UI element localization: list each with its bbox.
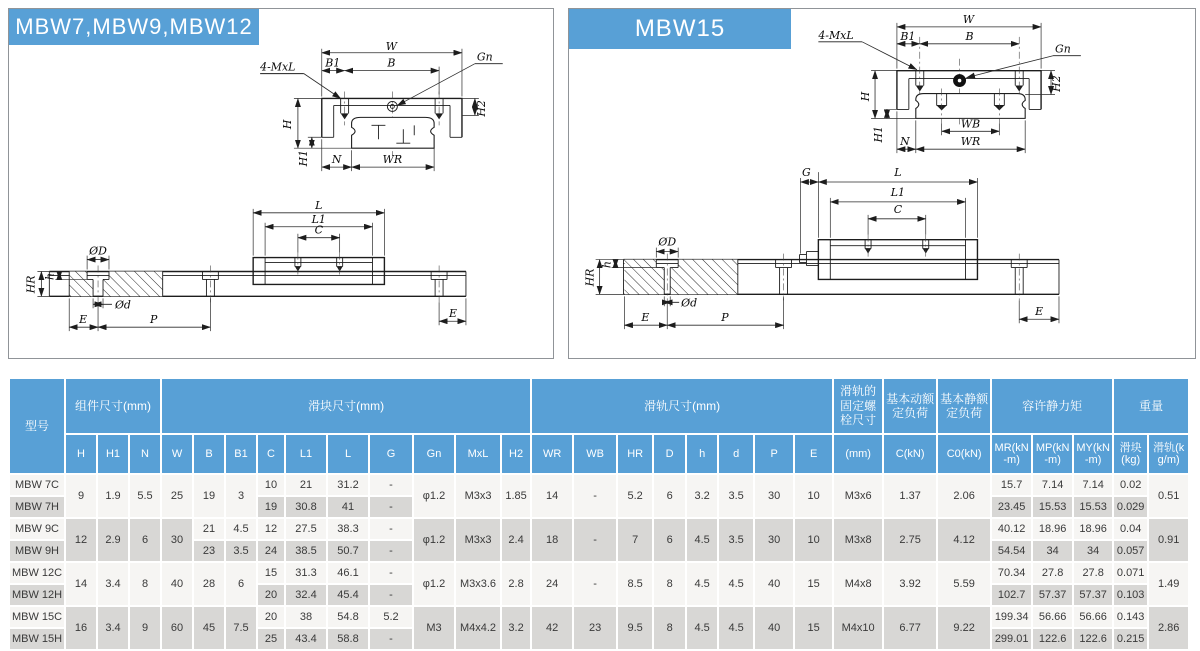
cell: 31.2 (328, 475, 368, 495)
cell: 40 (755, 563, 793, 605)
cell: 0.057 (1114, 541, 1147, 561)
cell: 19 (194, 475, 224, 517)
dim-label-wr: WR (382, 153, 403, 167)
cell: 21 (286, 475, 326, 495)
cell: 40 (162, 563, 192, 605)
cell: 45.4 (328, 585, 368, 605)
dim-label-4mxl: 4-MxL (818, 28, 854, 42)
dim-label-w: W (385, 39, 397, 53)
group-header-assembly: 组件尺寸(mm) (66, 379, 160, 433)
cell: 54.8 (328, 607, 368, 627)
panel-title: MBW15 (569, 9, 791, 49)
cell: 50.7 (328, 541, 368, 561)
cell: M3x3 (456, 475, 500, 517)
side-view-drawing (37, 209, 466, 331)
cell: 24 (258, 541, 284, 561)
cell: 2.9 (98, 519, 128, 561)
cell: 27.5 (286, 519, 326, 539)
cell: M3x8 (834, 519, 882, 561)
col-header: L1 (286, 435, 326, 473)
cell: 24 (532, 563, 572, 605)
cell: 0.91 (1149, 519, 1188, 561)
cell: 4.5 (719, 563, 753, 605)
cell: 40 (755, 607, 793, 649)
dim-label-l: L (894, 166, 902, 180)
cell: 4.5 (719, 607, 753, 649)
dim-label-b1: B1 (325, 56, 341, 70)
cell: 60 (162, 607, 192, 649)
model-cell: MBW 12H (10, 585, 64, 605)
cell: 28 (194, 563, 224, 605)
cell: φ1.2 (414, 563, 454, 605)
cell: 18.96 (1033, 519, 1072, 539)
dim-label-hr: HR (583, 268, 597, 287)
cell: M3x6 (834, 475, 882, 517)
col-header: d (719, 435, 753, 473)
cell: 122.6 (1074, 629, 1112, 649)
cell: 15.53 (1033, 497, 1072, 517)
col-header: N (130, 435, 160, 473)
model-cell: MBW 9C (10, 519, 64, 539)
col-header-model: 型号 (10, 379, 64, 473)
cell: 42 (532, 607, 572, 649)
table-row (10, 607, 1188, 627)
cell: 10 (795, 475, 832, 517)
cell: - (574, 563, 616, 605)
dim-label-dD: ØD (658, 235, 677, 249)
dim-label-b1: B1 (900, 29, 916, 43)
group-header-bolt: 滑轨的固定螺栓尺寸 (834, 379, 882, 433)
cell: 30 (755, 519, 793, 561)
dim-label-4mxl: 4-MxL (260, 60, 296, 74)
cross-section-drawing (818, 23, 1080, 153)
cell: 6 (226, 563, 256, 605)
cell: 3.4 (98, 563, 128, 605)
dim-label-h: H (280, 119, 294, 130)
dim-label-p: P (721, 311, 729, 325)
col-header: G (370, 435, 412, 473)
table-row (10, 563, 1188, 583)
cell: - (370, 475, 412, 495)
cell: 4.12 (938, 519, 990, 561)
cell: 54.54 (992, 541, 1031, 561)
cell: 3.5 (719, 519, 753, 561)
dim-label-l: L (315, 198, 323, 212)
table-row (10, 519, 1188, 539)
cell: 16 (66, 607, 96, 649)
cell: 30.8 (286, 497, 326, 517)
cell: 23.45 (992, 497, 1031, 517)
cell: 15.53 (1074, 497, 1112, 517)
cell: 199.34 (992, 607, 1031, 627)
cell: M4x10 (834, 607, 882, 649)
cell: 58.8 (328, 629, 368, 649)
cell: 15 (795, 563, 832, 605)
cell: 19 (258, 497, 284, 517)
cell: 23 (574, 607, 616, 649)
side-view-drawing (596, 172, 1059, 329)
dim-label-dD: ØD (89, 244, 107, 258)
cell: 10 (258, 475, 284, 495)
cell: 40.12 (992, 519, 1031, 539)
cell: 45 (194, 607, 224, 649)
cell: 3 (226, 475, 256, 517)
cell: 4.5 (687, 519, 717, 561)
cell: 122.6 (1033, 629, 1072, 649)
cell: 5.2 (370, 607, 412, 627)
cell: 31.3 (286, 563, 326, 583)
cell: 8.5 (618, 563, 652, 605)
model-cell: MBW 7C (10, 475, 64, 495)
cell: 14 (532, 475, 572, 517)
dim-label-h1: H1 (296, 149, 310, 167)
dim-label-g: G (802, 166, 811, 180)
cell: 6 (130, 519, 160, 561)
cell: 0.143 (1114, 607, 1147, 627)
dim-label-h2: H2 (474, 100, 488, 117)
cell: 3.5 (719, 475, 753, 517)
cell: 0.071 (1114, 563, 1147, 583)
col-header: W (162, 435, 192, 473)
model-cell: MBW 15H (10, 629, 64, 649)
model-cell: MBW 12C (10, 563, 64, 583)
dim-label-e2: E (449, 307, 458, 321)
cell: - (370, 541, 412, 561)
cell: M4x4.2 (456, 607, 500, 649)
col-header: C(kN) (884, 435, 936, 473)
cell: 38 (286, 607, 326, 627)
model-cell: MBW 9H (10, 541, 64, 561)
cell: - (370, 563, 412, 583)
cell: 15 (795, 607, 832, 649)
dim-label-e: E (641, 311, 650, 325)
cell: 32.4 (286, 585, 326, 605)
cell: 1.85 (502, 475, 530, 517)
dim-label-wr: WR (960, 135, 981, 149)
group-header-static: 基本静额定负荷 (938, 379, 990, 433)
cell: 9 (66, 475, 96, 517)
dim-label-gn: Gn (1055, 42, 1071, 56)
cell: 27.8 (1033, 563, 1072, 583)
col-header: E (795, 435, 832, 473)
dim-label-l1: L1 (890, 185, 906, 199)
cell: 0.029 (1114, 497, 1147, 517)
cell: 38.5 (286, 541, 326, 561)
cell: 1.49 (1149, 563, 1188, 605)
cell: 3.5 (226, 541, 256, 561)
cell: 9.5 (618, 607, 652, 649)
cell: φ1.2 (414, 475, 454, 517)
cell: 4.5 (687, 563, 717, 605)
cell: 20 (258, 607, 284, 627)
col-header: L (328, 435, 368, 473)
panel-title: MBW7,MBW9,MBW12 (9, 9, 259, 45)
col-header: C (258, 435, 284, 473)
cell: 15 (258, 563, 284, 583)
col-header: MxL (456, 435, 500, 473)
cell: 18 (532, 519, 572, 561)
col-header: WR (532, 435, 572, 473)
col-header: Gn (414, 435, 454, 473)
cell: 0.51 (1149, 475, 1188, 517)
cell: M4x8 (834, 563, 882, 605)
col-header: 滑块(kg) (1114, 435, 1147, 473)
cell: 20 (258, 585, 284, 605)
col-header: B (194, 435, 224, 473)
cell: 0.103 (1114, 585, 1147, 605)
dim-label-c: C (893, 202, 903, 216)
dim-label-hr: HR (24, 275, 38, 294)
dim-label-c: C (314, 223, 323, 237)
cell: 7.14 (1033, 475, 1072, 495)
cell: 46.1 (328, 563, 368, 583)
dim-label-dd: Ød (114, 298, 131, 312)
cell: 2.86 (1149, 607, 1188, 649)
col-header: H1 (98, 435, 128, 473)
group-header-dynamic: 基本动额定负荷 (884, 379, 936, 433)
cell: 5.2 (618, 475, 652, 517)
cell: 299.01 (992, 629, 1031, 649)
group-header-moment: 容许静力矩 (992, 379, 1112, 433)
spec-table (8, 377, 1190, 651)
model-cell: MBW 7H (10, 497, 64, 517)
header-cols-row (10, 435, 1188, 473)
cell: M3x3.6 (456, 563, 500, 605)
dim-label-gn: Gn (476, 50, 493, 64)
cell: 3.2 (687, 475, 717, 517)
cell: 9 (130, 607, 160, 649)
cell: 57.37 (1074, 585, 1112, 605)
cell: - (574, 519, 616, 561)
cell: - (370, 629, 412, 649)
cell: 0.215 (1114, 629, 1147, 649)
cell: 0.02 (1114, 475, 1147, 495)
cell: 9.22 (938, 607, 990, 649)
cell: M3 (414, 607, 454, 649)
diagram-panel-mbw7-9-12 (8, 8, 554, 359)
cell: 2.4 (502, 519, 530, 561)
cell: 6 (654, 519, 685, 561)
dimension-drawing-mbw15 (569, 9, 1195, 358)
group-header-rail: 滑轨尺寸(mm) (532, 379, 832, 433)
col-header: D (654, 435, 685, 473)
col-header: 滑轨(kg/m) (1149, 435, 1188, 473)
cell: 12 (258, 519, 284, 539)
col-header: C0(kN) (938, 435, 990, 473)
dim-label-hs: h (600, 261, 614, 269)
col-header: MR(kN-m) (992, 435, 1031, 473)
col-header: (mm) (834, 435, 882, 473)
cell: 5.59 (938, 563, 990, 605)
dim-label-p: P (150, 313, 158, 327)
cell: 2.8 (502, 563, 530, 605)
dim-label-b: B (965, 29, 974, 43)
cell: 7.5 (226, 607, 256, 649)
dim-label-h: H (859, 91, 873, 102)
cell: 3.92 (884, 563, 936, 605)
cell: 1.9 (98, 475, 128, 517)
cell: 70.34 (992, 563, 1031, 583)
cell: 14 (66, 563, 96, 605)
cell: 43.4 (286, 629, 326, 649)
cell: 7.14 (1074, 475, 1112, 495)
model-cell: MBW 15C (10, 607, 64, 627)
cell: 30 (162, 519, 192, 561)
cell: 3.4 (98, 607, 128, 649)
cell: 8 (654, 607, 685, 649)
cell: 102.7 (992, 585, 1031, 605)
col-header: HR (618, 435, 652, 473)
cell: 27.8 (1074, 563, 1112, 583)
cell: - (370, 519, 412, 539)
group-header-block: 滑块尺寸(mm) (162, 379, 530, 433)
cell: 6.77 (884, 607, 936, 649)
cell: 12 (66, 519, 96, 561)
dim-label-wb: WB (960, 117, 981, 131)
cell: 34 (1074, 541, 1112, 561)
cell: 8 (130, 563, 160, 605)
cell: φ1.2 (414, 519, 454, 561)
cell: 0.04 (1114, 519, 1147, 539)
dim-label-b: B (387, 56, 396, 70)
col-header: MY(kN-m) (1074, 435, 1112, 473)
cell: 5.5 (130, 475, 160, 517)
cell: 57.37 (1033, 585, 1072, 605)
cell: - (574, 475, 616, 517)
cell: 21 (194, 519, 224, 539)
cell: - (370, 497, 412, 517)
dim-label-e2: E (1035, 305, 1044, 319)
cell: 3.2 (502, 607, 530, 649)
cell: - (370, 585, 412, 605)
cell: 18.96 (1074, 519, 1112, 539)
col-header: P (755, 435, 793, 473)
dim-label-n: N (331, 153, 342, 167)
cell: 6 (654, 475, 685, 517)
cell: 4.5 (687, 607, 717, 649)
dim-label-w: W (962, 12, 975, 26)
cell: 25 (258, 629, 284, 649)
cell: 23 (194, 541, 224, 561)
cell: 4.5 (226, 519, 256, 539)
group-header-weight: 重量 (1114, 379, 1188, 433)
dim-label-e: E (79, 313, 88, 327)
cell: 25 (162, 475, 192, 517)
col-header: h (687, 435, 717, 473)
cell: 8 (654, 563, 685, 605)
cell: 2.75 (884, 519, 936, 561)
cell: 30 (755, 475, 793, 517)
dim-label-hs: h (43, 272, 57, 280)
cell: 15.7 (992, 475, 1031, 495)
cell: 34 (1033, 541, 1072, 561)
diagram-panel-mbw15 (568, 8, 1196, 359)
cell: M3x3 (456, 519, 500, 561)
cell: 10 (795, 519, 832, 561)
col-header: H (66, 435, 96, 473)
dim-label-l1: L1 (311, 212, 326, 226)
col-header: H2 (502, 435, 530, 473)
col-header: B1 (226, 435, 256, 473)
col-header: WB (574, 435, 616, 473)
table-row (10, 475, 1188, 495)
cell: 2.06 (938, 475, 990, 517)
dim-label-h1: H1 (872, 126, 885, 143)
dim-label-dd: Ød (681, 296, 698, 310)
cell: 56.66 (1033, 607, 1072, 627)
cell: 56.66 (1074, 607, 1112, 627)
dim-label-h2: H2 (1049, 75, 1063, 92)
cell: 41 (328, 497, 368, 517)
col-header: MP(kN-m) (1033, 435, 1072, 473)
dimension-drawing-mbw7-9-12 (9, 9, 553, 358)
cell: 38.3 (328, 519, 368, 539)
header-group-row (10, 379, 1188, 433)
cell: 1.37 (884, 475, 936, 517)
cell: 7 (618, 519, 652, 561)
dim-label-n: N (900, 135, 910, 149)
